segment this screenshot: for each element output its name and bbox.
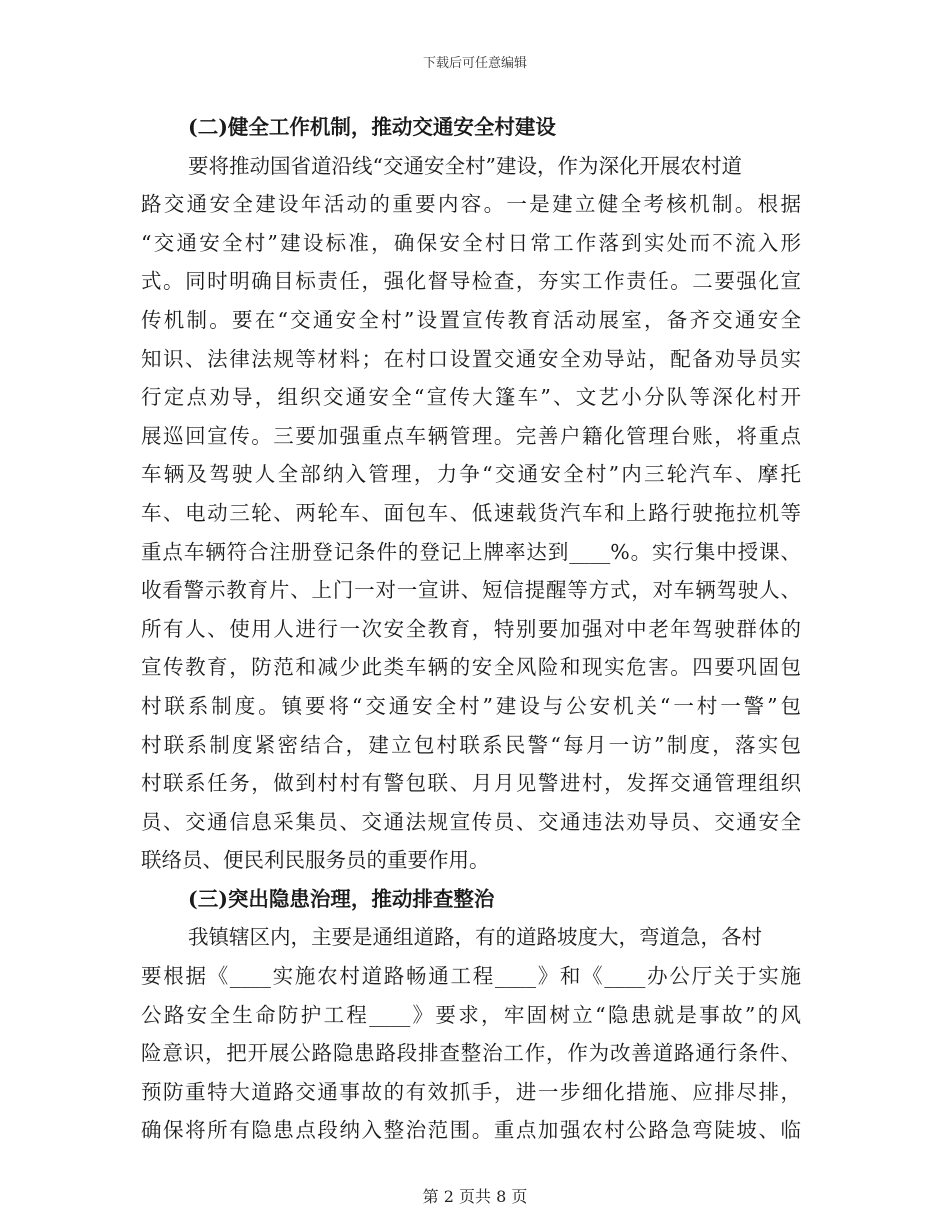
paragraph-line: 所有人、使用人进行一次安全教育，特别要加强对中老年驾驶群体的 xyxy=(141,616,801,641)
page-footer: 第 2 页共 8 页 xyxy=(422,1187,528,1206)
paragraph-line: 车辆及驾驶人全部纳入管理，力争“交通安全村”内三轮汽车、摩托 xyxy=(141,462,801,487)
paragraph-line: 宣传教育，防范和减少此类车辆的安全风险和现实危害。四要巩固包 xyxy=(141,655,801,680)
paragraph-line: 村联系制度紧密结合，建立包村联系民警“每月一访”制度，落实包 xyxy=(141,732,801,757)
paragraph-line: 知识、法律法规等材料；在村口设置交通安全劝导站，配备劝导员实 xyxy=(141,346,801,371)
paragraph-line: 员、交通信息采集员、交通法规宣传员、交通违法劝导员、交通安全 xyxy=(141,809,801,834)
document-body xyxy=(141,108,801,1150)
paragraph-line: 收看警示教育片、上门一对一宣讲、短信提醒等方式，对车辆驾驶人、 xyxy=(141,578,801,603)
paragraph-line: 要根据《____实施农村道路畅通工程____》和《____办公厅关于实施 xyxy=(141,964,801,989)
paragraph-line: 行定点劝导，组织交通安全“宣传大篷车”、文艺小分队等深化村开 xyxy=(141,385,801,410)
paragraph-line: 村联系制度。镇要将“交通安全村”建设与公安机关“一村一警”包 xyxy=(141,693,801,718)
paragraph-line: 重点车辆符合注册登记条件的登记上牌率达到____%。实行集中授课、 xyxy=(141,539,801,564)
paragraph-line: 展巡回宣传。三要加强重点车辆管理。完善户籍化管理台账，将重点 xyxy=(141,423,801,448)
section-heading: (二)健全工作机制，推动交通安全村建设 xyxy=(188,115,556,139)
section-heading: (三)突出隐患治理，推动排查整治 xyxy=(188,886,495,911)
paragraph-line: 联络员、便民利民服务员的重要作用。 xyxy=(141,848,490,873)
paragraph-line: “交通安全村”建设标准，确保安全村日常工作落到实处而不流入形 xyxy=(141,230,801,255)
paragraph-line: 确保将所有隐患点段纳入整治范围。重点加强农村公路急弯陡坡、临 xyxy=(141,1118,801,1143)
paragraph-line: 车、电动三轮、两轮车、面包车、低速载货汽车和上路行驶拖拉机等 xyxy=(141,500,801,525)
paragraph-line: 村联系任务，做到村村有警包联、月月见警进村，发挥交通管理组织 xyxy=(141,771,801,796)
paragraph-line: 路交通安全建设年活动的重要内容。一是建立健全考核机制。根据 xyxy=(141,192,801,217)
page-header: 下载后可任意编辑 xyxy=(422,56,527,71)
paragraph-line: 要将推动国省道沿线“交通安全村”建设，作为深化开展农村道 xyxy=(188,153,742,178)
paragraph-line: 险意识，把开展公路隐患路段排查整治工作，作为改善道路通行条件、 xyxy=(141,1041,801,1066)
paragraph-line: 式。同时明确目标责任，强化督导检查，夯实工作责任。二要强化宣 xyxy=(141,269,801,294)
paragraph-line: 传机制。要在“交通安全村”设置宣传教育活动展室，备齐交通安全 xyxy=(141,307,801,332)
paragraph-line: 我镇辖区内，主要是通组道路，有的道路坡度大，弯道急，各村 xyxy=(188,925,762,950)
paragraph-line: 预防重特大道路交通事故的有效抓手，进一步细化措施、应排尽排， xyxy=(141,1079,801,1104)
paragraph-line: 公路安全生命防护工程____》要求，牢固树立“隐患就是事故”的风 xyxy=(141,1002,801,1027)
